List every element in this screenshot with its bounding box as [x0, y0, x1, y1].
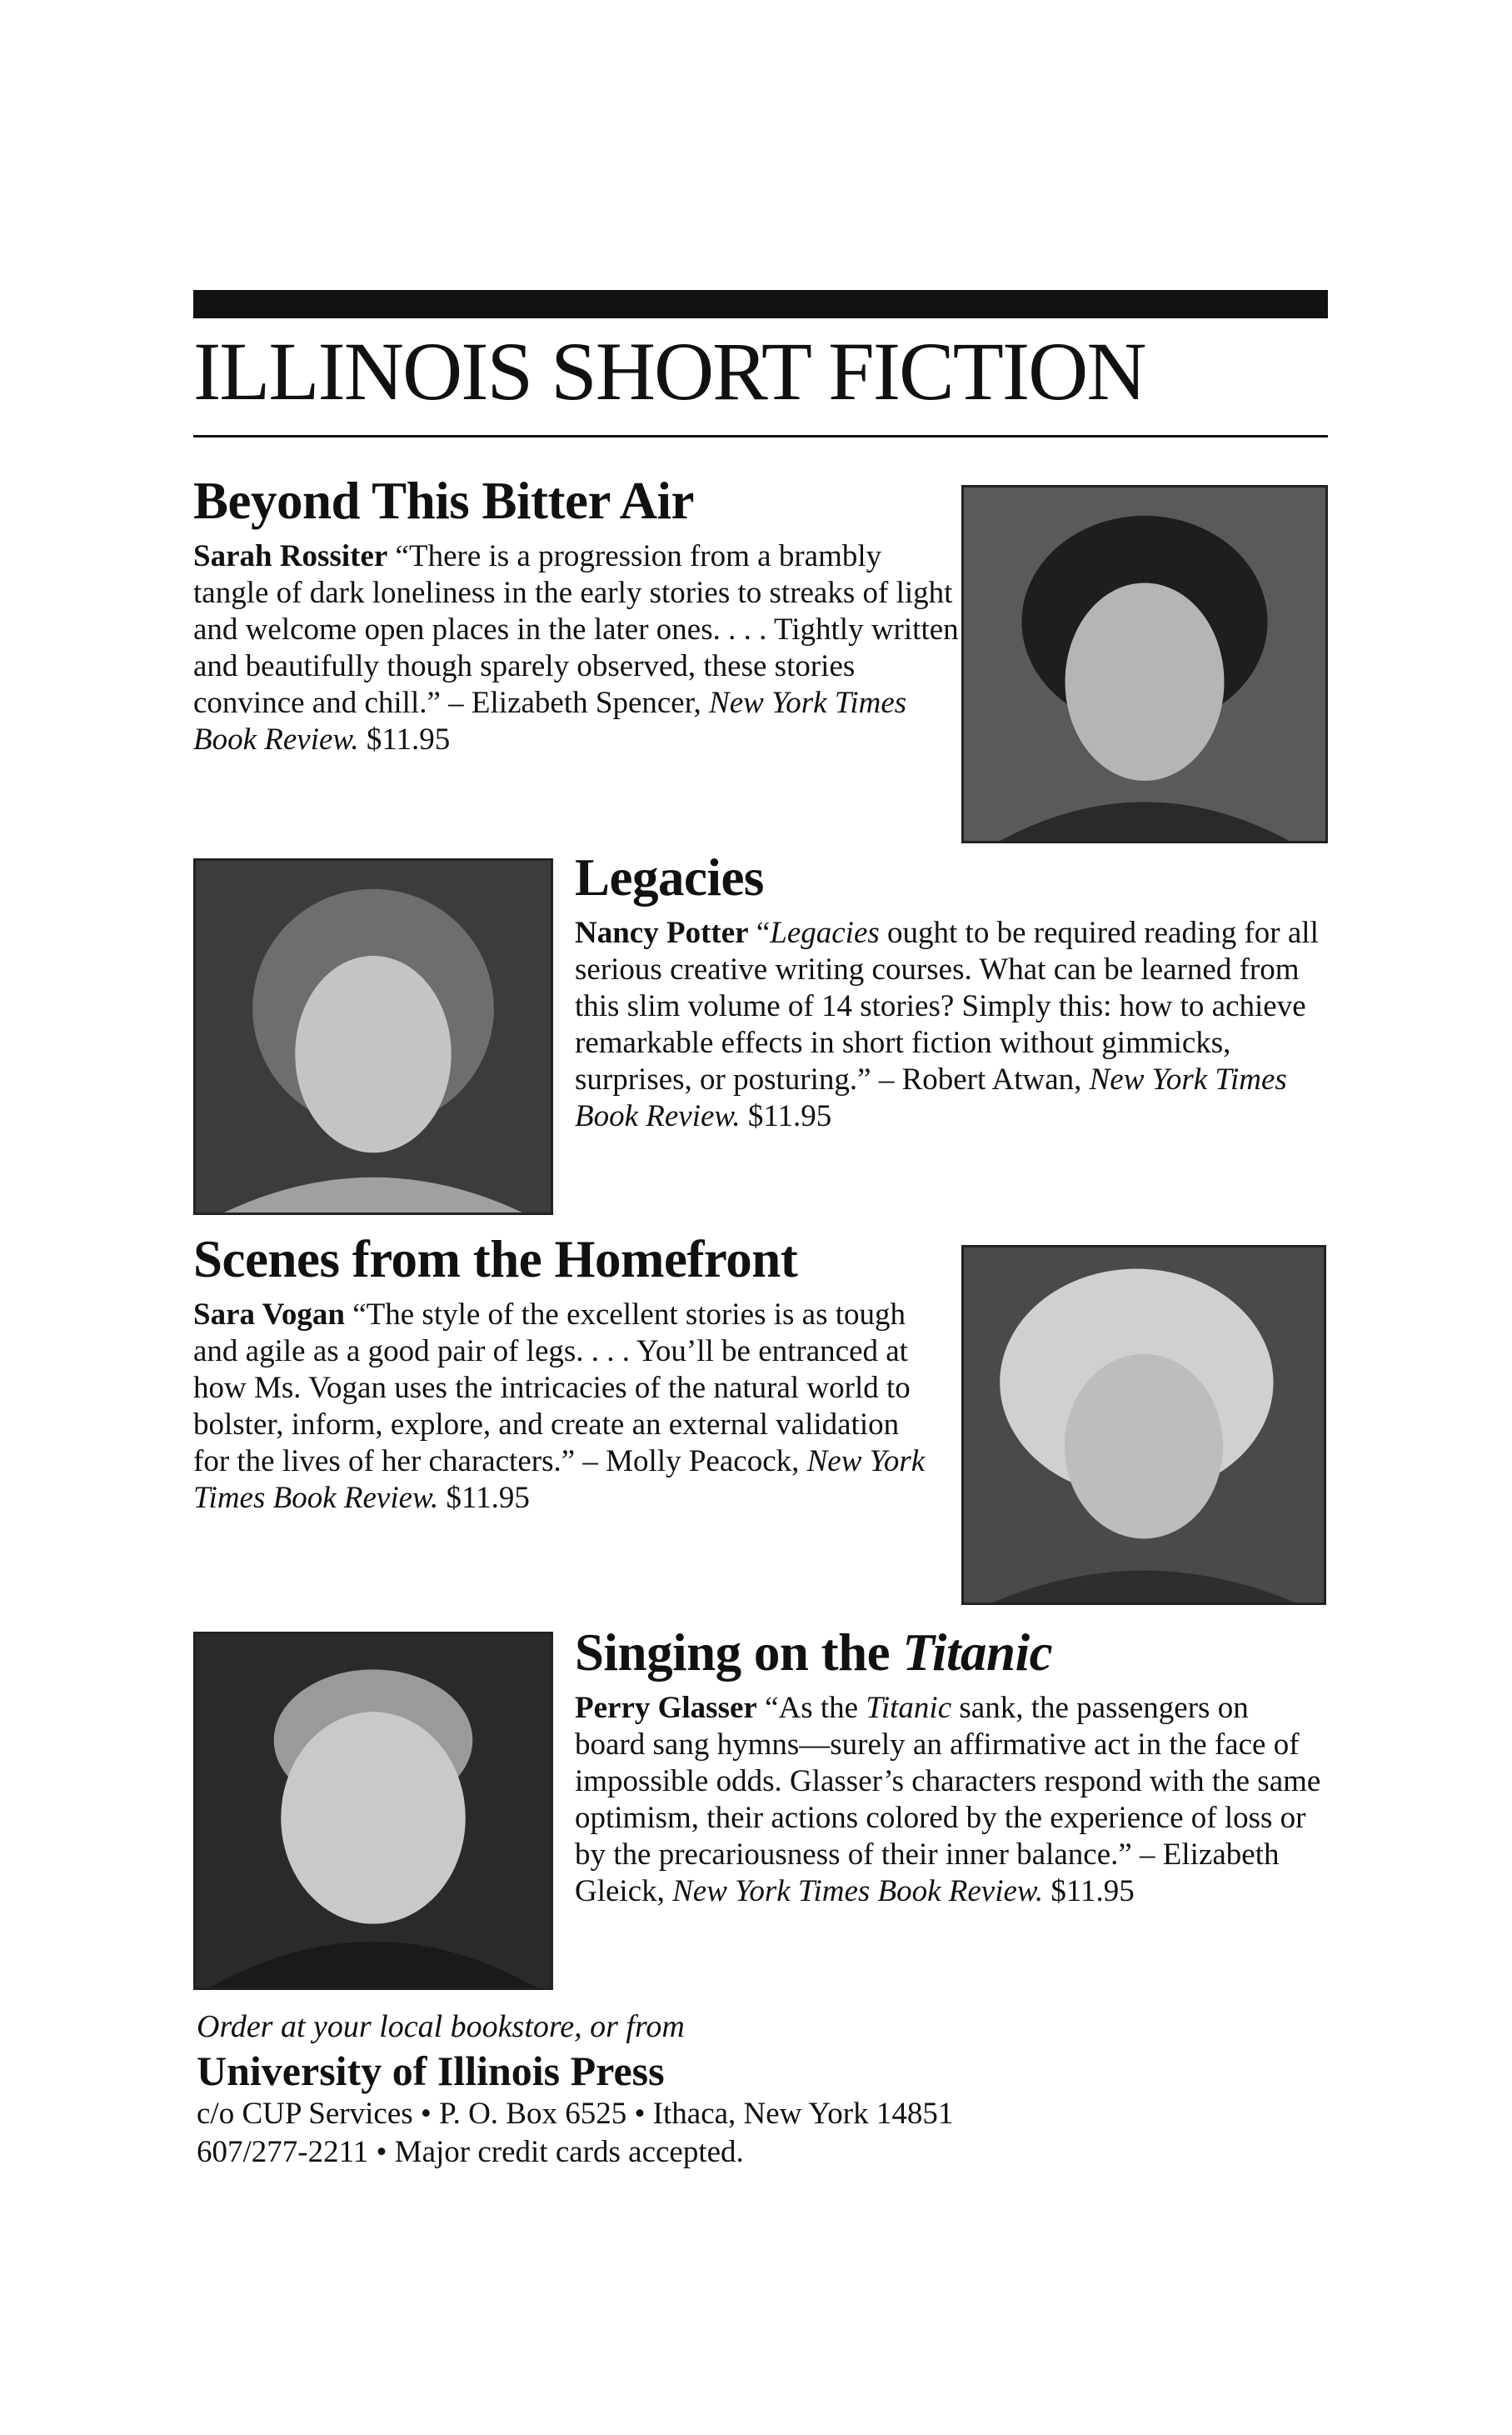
book-review: ought to be required reading for all serious creative writing courses. What can be learned from this slim volume of 14 stories? Simply this: how to achieve remarkable effects in short fiction without gimmicks, surprises, or posturing.” – Robert Atwan,: [575, 916, 1319, 1098]
review-source: New York Times Book Review.: [672, 1874, 1044, 1909]
order-prompt: Order at your local bookstore, or from: [197, 2009, 685, 2044]
book-title: [575, 1625, 1325, 1680]
book-title: Scenes from the Homefront: [193, 1230, 798, 1288]
book-review: “The style of the excellent stories is as tough and agile as a good pair of legs. . . . You’ll be entranced at how Ms. Vogan uses the intricacies of the natural world to bolster, inform, explore, and create an external validation for the lives of her characters.” – Molly Peacock,: [193, 1298, 911, 1479]
review-open-quote: “As the: [765, 1691, 866, 1726]
author-portrait-icon: [964, 1248, 1324, 1602]
book-entry-singing-on-the-titanic: [575, 1625, 1325, 1910]
author-photo-sara-vogan: [961, 1245, 1326, 1605]
book-price: $11.95: [747, 1099, 832, 1134]
book-title-italic: Titanic: [902, 1623, 1053, 1682]
book-description: [193, 1297, 926, 1517]
book-title-text: Singing on the: [575, 1623, 903, 1682]
author-portrait-icon: [196, 1634, 551, 1988]
book-author: Sarah Rossiter: [193, 539, 388, 574]
book-title: Legacies: [575, 848, 764, 907]
book-author: Perry Glasser: [575, 1691, 757, 1726]
book-review: “There is a progression from a brambly tangle of dark loneliness in the early stories to streaks of light and welcome open places in the later ones. . . . Tightly written and beautifully though sparely observed, these stories convince and chill.” – Elizabeth Spencer,: [193, 539, 959, 721]
author-portrait-icon: [964, 488, 1325, 841]
publisher-phone: 607/277-2211 • Major credit cards accepted.: [197, 2135, 744, 2169]
review-source: New York Times Book Review.: [193, 1444, 926, 1516]
review-source: New York Times Book Review.: [193, 686, 907, 758]
book-entry-scenes-from-the-homefront: [193, 1232, 926, 1517]
book-author: Nancy Potter: [575, 916, 749, 951]
book-price: $11.95: [1050, 1874, 1135, 1909]
book-description: [575, 1690, 1325, 1910]
review-open-quote: “: [756, 916, 771, 951]
review-ship-name: Titanic: [866, 1691, 952, 1726]
publisher-name: University of Illinois Press: [197, 2048, 665, 2094]
author-photo-perry-glasser: [193, 1632, 553, 1990]
order-info: [197, 2007, 1280, 2172]
book-entry-legacies: [575, 850, 1325, 1135]
review-book-title: Legacies: [770, 916, 880, 951]
book-title: Beyond This Bitter Air: [193, 472, 695, 530]
publisher-address: c/o CUP Services • P. O. Box 6525 • Ithaca, New York 14851: [197, 2097, 954, 2131]
review-source: New York Times Book Review.: [575, 1062, 1287, 1134]
series-title: ILLINOIS SHORT FICTION: [193, 325, 1145, 418]
book-description: [575, 915, 1325, 1135]
book-price: $11.95: [446, 1481, 530, 1516]
book-review: sank, the passengers on board sang hymns—surely an affirmative act in the face of impossible odds. Glasser’s characters respond with the same optimism, their actions colored by the experience of loss or by the precariousness of their inner balance.” – Elizabeth Gleick,: [575, 1691, 1321, 1909]
author-portrait-icon: [196, 861, 551, 1212]
header-rule: [193, 435, 1328, 438]
book-entry-beyond-this-bitter-air: [193, 473, 960, 758]
book-description: [193, 538, 960, 758]
book-author: Sara Vogan: [193, 1298, 345, 1332]
author-photo-nancy-potter: [193, 858, 553, 1215]
author-photo-sarah-rossiter: [961, 485, 1328, 843]
book-price: $11.95: [366, 722, 451, 758]
header-bar: [193, 290, 1328, 318]
